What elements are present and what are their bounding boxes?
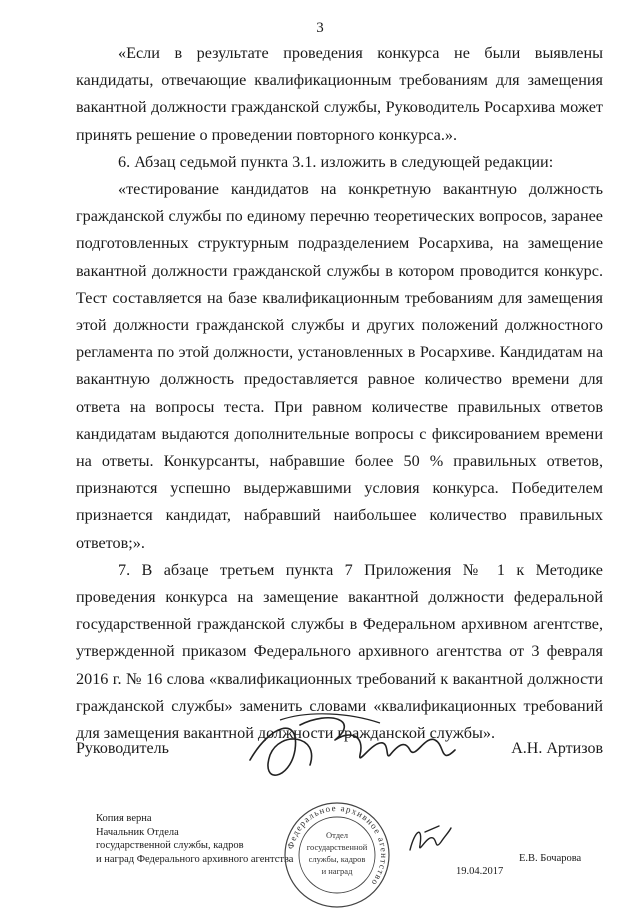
copy-signer-name: Е.В. Бочарова [519,853,582,864]
paragraph-item-7: 7. В абзаце третьем пункта 7 Приложения № 1 к Методике проведения конкурса на замещение вакантной должности федеральной государственной гражданской службы в Федеральном архивном агентстве, утвержденной приказом Федерального архивного агентства от 3 февраля 2016 г. № 16 слова «квалификационных требований к вакантной должности гражданской службы» заменить словами «квалификационных требований для замещения вакантной должности гражданской службы». [76,560,603,743]
document-body [76,40,603,747]
small-signature-icon [405,820,455,860]
paragraph-repeat-contest: «Если в результате проведения конкурса не были выявлены кандидаты, отвечающие квалификационным требованиям для замещения вакантной должности гражданской службы, Руководитель Росархива может принять решение о проведении повторного конкурса.». [76,44,603,144]
signer-name: А.Н. Артизов [511,740,603,757]
copy-certification [96,812,293,866]
copy-date: 19.04.2017 [456,866,504,877]
copy-line-1: Копия верна [96,813,152,824]
paragraph-testing-text: «тестирование кандидатов на конкретную вакантную должность гражданской службы по единому перечню теоретических вопросов, заранее подготовленных структурным подразделением Росархива, на замещение вакантной должности гражданской службы в котором проводится конкурс. Тест составляется на базе квалификационным требованиям для замещения этой должности гражданской службы и других положений должностного регламента по этой должности, установленных в Росархиве. Кандидатам на вакантную должность предоставляется равное количество времени для ответа на вопросы теста. При равном количестве правильных ответов кандидатам выдаются дополнительные вопросы с фиксированием времени на ответы. Конкурсанты, набравшие более 50 % правильных ответов, признаются успешно выдержавшими условия конкурса. Победителем признается кандидат, набравший наибольшее количество правильных ответов;». [76,180,603,552]
stamp-line-1: Отдел [325,830,349,840]
stamp-ring-text: Федеральное архивное агентство [285,802,390,889]
copy-line-3: государственной службы, кадров [96,840,244,851]
page-number: 3 [316,20,324,36]
stamp-line-2: государственной [306,842,368,852]
copy-line-4: и наград Федерального архивного агентства [96,853,294,865]
copy-line-2: Начальник Отдела [96,826,179,838]
stamp-line-4: и наград [321,866,353,876]
stamp-line-3: службы, кадров [308,854,366,864]
signer-title: Руководитель [76,740,169,757]
paragraph-item-6: 6. Абзац седьмой пункта 3.1. изложить в следующей редакции: [118,152,554,171]
signature-icon [240,705,470,795]
stamp-icon [282,800,392,910]
